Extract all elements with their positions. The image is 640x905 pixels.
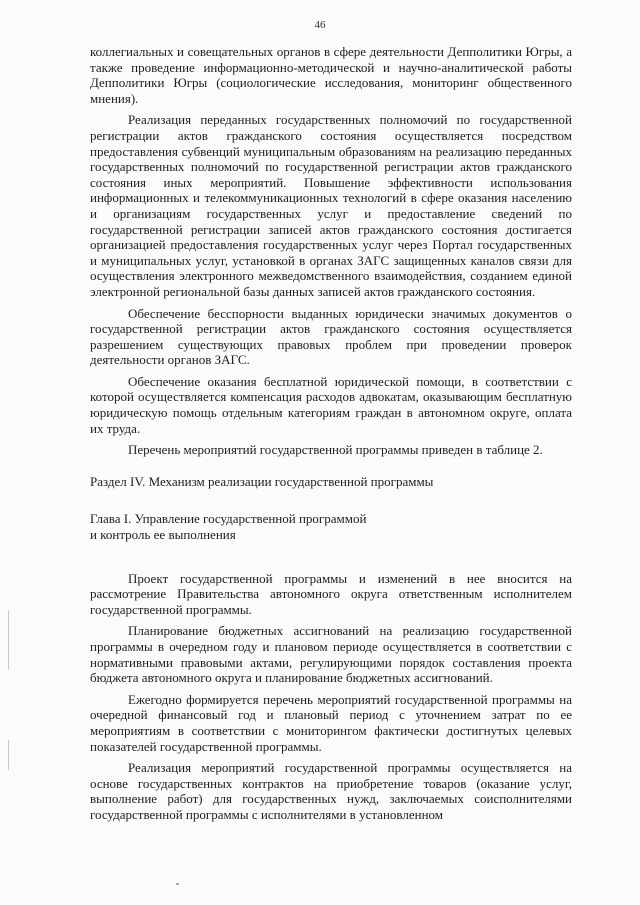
paragraph-document-validity: Обеспечение бесспорности выданных юридически значимых документов о государственной регистрации актов гражданского состояния осуществляется разрешением существующих правовых проблем при проведении проверок деятельности органов ЗАГС. (90, 305, 572, 368)
scan-edge-mark (8, 740, 9, 770)
paragraph-zags-registration: Реализация переданных государственных полномочий по государственной регистрации актов гражданского состояния осуществляется посредством предоставления субвенций муниципальным образованиям на реализацию переданных государственных полномочий по государственной регистрации актов гражданского состояния иных мероприятий. Повышение эффективности использования информационных и телекоммуникационных технологий в сфере оказания населению и организациям государственных услуг и предоставление сведений по государственной регистрации записей актов гражданского состояния достигается организацией предоставления государственных услуг через Портал государственных и муниципальных услуг, установкой в органах ЗАГС защищенных каналов связи для осуществления электронного межведомственного взаимодействия, созданием единой электронной региональной базы данных записей актов гражданского состояния. (90, 112, 572, 299)
paragraph-budget-planning: Планирование бюджетных ассигнований на реализацию государственной программы в очередном году и плановом периоде осуществляется в соответствии с нормативными правовыми актами, регулирующими порядок составления проекта бюджета автономного округа и планирование бюджетных ассигнований. (90, 623, 572, 686)
paragraph-measures-list: Перечень мероприятий государственной программы приведен в таблице 2. (128, 442, 543, 458)
page-number: 46 (314, 19, 326, 31)
scan-dust-mark (176, 883, 179, 885)
paragraph-annual-list: Ежегодно формируется перечень мероприятий государственной программы на очередной финансовый год и плановый период с уточнением затрат по ее мероприятиям в соответствии с мониторингом фактически достигнутых целевых показателей государственной программы. (90, 691, 572, 754)
document-body (90, 44, 572, 829)
paragraph-legal-aid: Обеспечение оказания бесплатной юридической помощи, в соответствии с которой осуществляется компенсация расходов адвокатам, оказывающим бесплатную юридическую помощь отдельным категориям граждан в автономном округе, оплата их труда. (90, 373, 572, 436)
chapter-heading-line-1: Глава I. Управление государственной программой (90, 511, 367, 527)
paragraph-continued: коллегиальных и совещательных органов в сфере деятельности Депполитики Югры, а также проведение информационно-методической и научно-аналитической работы Депполитики Югры (социологические исследования, мониторинг общественного мнения). (90, 44, 572, 106)
section-heading: Раздел IV. Механизм реализации государственной программы (90, 473, 434, 489)
scan-edge-mark (8, 610, 9, 670)
paragraph-contracts: Реализация мероприятий государственной программы осуществляется на основе государственных контрактов на приобретение товаров (оказание услуг, выполнение работ) для государственных нужд, заключаемых соисполнителями государственной программы с исполнителями в установленном (90, 760, 572, 822)
chapter-heading-line-2: и контроль ее выполнения (90, 527, 236, 543)
chapter-heading (90, 511, 572, 542)
paragraph-program-draft: Проект государственной программы и изменений в нее вносится на рассмотрение Правительства автономного округа ответственным исполнителем государственной программы. (90, 570, 572, 617)
